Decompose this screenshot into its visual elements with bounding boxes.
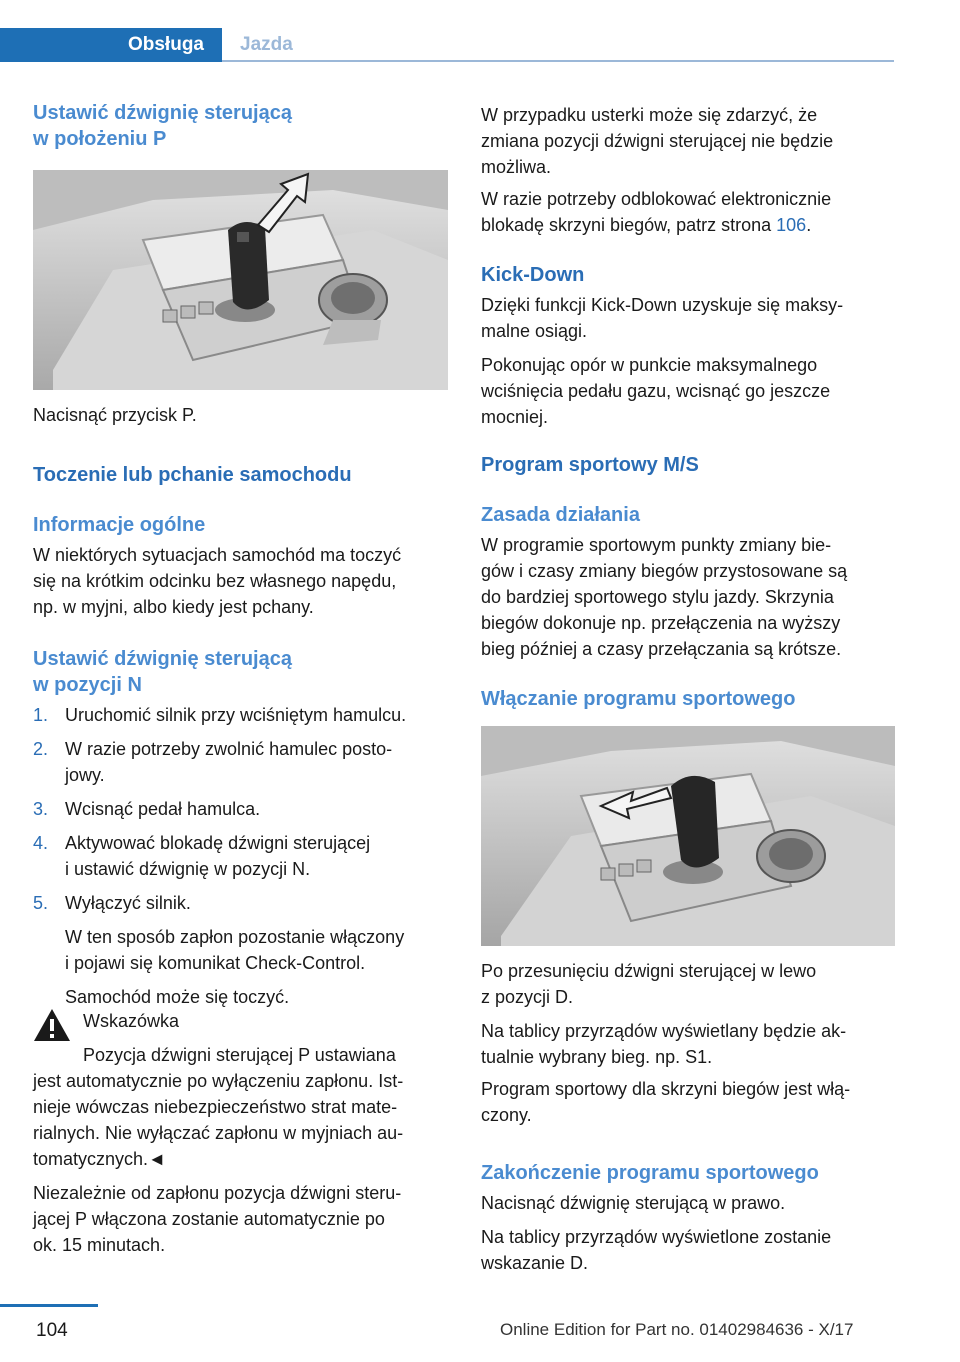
text-line: Niezależnie od zapłonu pozycja dźwigni steru-: [33, 1183, 402, 1203]
text-line: Aktywować blokadę dźwigni sterującej: [65, 833, 371, 853]
text-line: [481, 212, 895, 238]
list-item: [33, 702, 448, 728]
text-line: malne osiągi.: [481, 321, 588, 341]
heading-line: Ustawić dźwignię sterującą: [33, 102, 292, 124]
disable-text1: [481, 1190, 895, 1216]
steps-list: [33, 702, 448, 1010]
heading-line: Program sportowy M/S: [481, 454, 699, 476]
enable-text1: [481, 958, 895, 1010]
warning-title: Wskazówka: [83, 1011, 180, 1031]
text-line: jest automatycznie po wyłączeniu zapłonu. Ist-: [33, 1071, 404, 1091]
final-text: [33, 1180, 448, 1258]
text-line: bieg później a czasy przełączania są krótsze.: [481, 639, 842, 659]
list-item: [33, 830, 448, 882]
tab-label: Obsługa: [127, 34, 204, 55]
text-line: Wyłączyć silnik.: [65, 893, 191, 913]
tab-jazda[interactable]: [240, 28, 293, 62]
text-line: W programie sportowym punkty zmiany bie-: [481, 535, 832, 555]
heading-set-p: [33, 100, 448, 152]
heading-kickdown: [481, 262, 895, 288]
tab-obsluga[interactable]: [0, 28, 222, 62]
text-line: mocniej.: [481, 407, 549, 427]
tab-label: Jazda: [240, 34, 293, 55]
heading-line: Toczenie lub pchanie samochodu: [33, 464, 352, 486]
text-line: Na tablicy przyrządów wyświetlany będzie ak-: [481, 1021, 847, 1041]
heading-line: Zakończenie programu sportowego: [481, 1162, 819, 1184]
press-p-text: [33, 402, 448, 428]
list-item: [33, 796, 448, 822]
list-item: [33, 736, 448, 788]
tab-divider: [222, 60, 894, 62]
text-line: z pozycji D.: [481, 987, 574, 1007]
heading-rolling: [33, 462, 448, 488]
text-line: się na krótkim odcinku bez własnego napędu,: [33, 571, 397, 591]
heading-sport: [481, 452, 895, 478]
step-note: [65, 924, 448, 976]
heading-disable: [481, 1160, 895, 1186]
page-number: 104: [36, 1320, 68, 1341]
heading-line: Zasada działania: [481, 504, 640, 526]
step-number: 5.: [33, 893, 49, 913]
heading-set-n: [33, 646, 448, 698]
heading-line: Informacje ogólne: [33, 514, 206, 536]
text-line: W ten sposób zapłon pozostanie włączony: [65, 927, 405, 947]
photo-gear-lever-p: [33, 170, 448, 390]
text-line: wskazanie D.: [481, 1253, 589, 1273]
text-line: nieje wówczas niebezpieczeństwo strat mate-: [33, 1097, 398, 1117]
text-line: do bardziej sportowego stylu jazdy. Skrzynia: [481, 587, 834, 607]
kickdown-text2: [481, 352, 895, 430]
enable-text3: [481, 1076, 895, 1128]
page-link[interactable]: 106: [776, 215, 807, 235]
footer-rule: [0, 1304, 98, 1307]
text-line: czony.: [481, 1105, 532, 1125]
heading-line: w pozycji N: [33, 674, 142, 696]
photo-gear-lever-sport: [481, 726, 895, 946]
text-line: Pokonując opór w punkcie maksymalnego: [481, 355, 818, 375]
text-line: jowy.: [65, 765, 105, 785]
text-line: Program sportowy dla skrzyni biegów jest włą-: [481, 1079, 851, 1099]
text-line: ok. 15 minutach.: [33, 1235, 166, 1255]
text-line: rialnych. Nie wyłączać zapłonu w myjniach au-: [33, 1123, 404, 1143]
heading-line: w położeniu P: [33, 128, 167, 150]
text-line: Wcisnąć pedał hamulca.: [65, 799, 261, 819]
edition-note: Online Edition for Part no. 01402984636 - X/17: [500, 1320, 854, 1339]
heading-line: Kick-Down: [481, 264, 585, 286]
text-line: Na tablicy przyrządów wyświetlone zostanie: [481, 1227, 832, 1247]
general-text: [33, 542, 448, 620]
text-line: W razie potrzeby zwolnić hamulec posto-: [65, 739, 393, 759]
step-number: 2.: [33, 739, 49, 759]
text-line: tomatycznych.◄: [33, 1149, 166, 1169]
unlock-text: [481, 186, 895, 238]
text-line: jącej P włączona zostanie automatycznie po: [33, 1209, 385, 1229]
text-line: Dzięki funkcji Kick-Down uzyskuje się maksy-: [481, 295, 844, 315]
text-line: tualnie wybrany bieg. np. S1.: [481, 1047, 713, 1067]
principle-text: [481, 532, 895, 662]
text-line: i pojawi się komunikat Check-Control.: [65, 953, 366, 973]
text-line: zmiana pozycji dźwigni sterującej nie będzie: [481, 131, 834, 151]
text-line: możliwa.: [481, 157, 552, 177]
list-item: [33, 890, 448, 1010]
disable-text2: [481, 1224, 895, 1276]
text-line: W razie potrzeby odblokować elektronicznie: [481, 189, 832, 209]
enable-text2: [481, 1018, 895, 1070]
text-span: .: [806, 215, 812, 235]
text-line: Po przesunięciu dźwigni sterującej w lewo: [481, 961, 817, 981]
text-line: Nacisnąć dźwignię sterującą w prawo.: [481, 1193, 786, 1213]
text-line: i ustawić dźwignię w pozycji N.: [65, 859, 311, 879]
step-number: 3.: [33, 799, 49, 819]
gear-selector-illustration: [33, 170, 448, 390]
paragraph: Nacisnąć przycisk P.: [33, 405, 197, 425]
text-line: biegów dokonuje np. przełączenia na wyższy: [481, 613, 841, 633]
text-line: W przypadku usterki może się zdarzyć, że: [481, 105, 818, 125]
gear-selector-sport-illustration: [481, 726, 895, 946]
text-line: Uruchomić silnik przy wciśniętym hamulcu.: [65, 705, 407, 725]
heading-line: Włączanie programu sportowego: [481, 688, 796, 710]
step-number: 4.: [33, 833, 49, 853]
text-line: wciśnięcia pedału gazu, wcisnąć go jeszcze: [481, 381, 831, 401]
heading-general: [33, 512, 448, 538]
heading-enable: [481, 686, 895, 712]
heading-line: Ustawić dźwignię sterującą: [33, 648, 292, 670]
fault-text: [481, 102, 895, 180]
text-line: Pozycja dźwigni sterującej P ustawiana: [83, 1045, 396, 1065]
text-line: Samochód może się toczyć.: [65, 987, 290, 1007]
warning-box: [33, 1008, 448, 1172]
text-line: W niektórych sytuacjach samochód ma toczyć: [33, 545, 402, 565]
warning-icon: [33, 1008, 71, 1042]
text-line: np. w myjni, albo kiedy jest pchany.: [33, 597, 314, 617]
heading-principle: [481, 502, 895, 528]
kickdown-text1: [481, 292, 895, 344]
text-span: blokadę skrzyni biegów, patrz strona: [481, 215, 777, 235]
step-number: 1.: [33, 705, 49, 725]
text-line: gów i czasy zmiany biegów przystosowane są: [481, 561, 848, 581]
